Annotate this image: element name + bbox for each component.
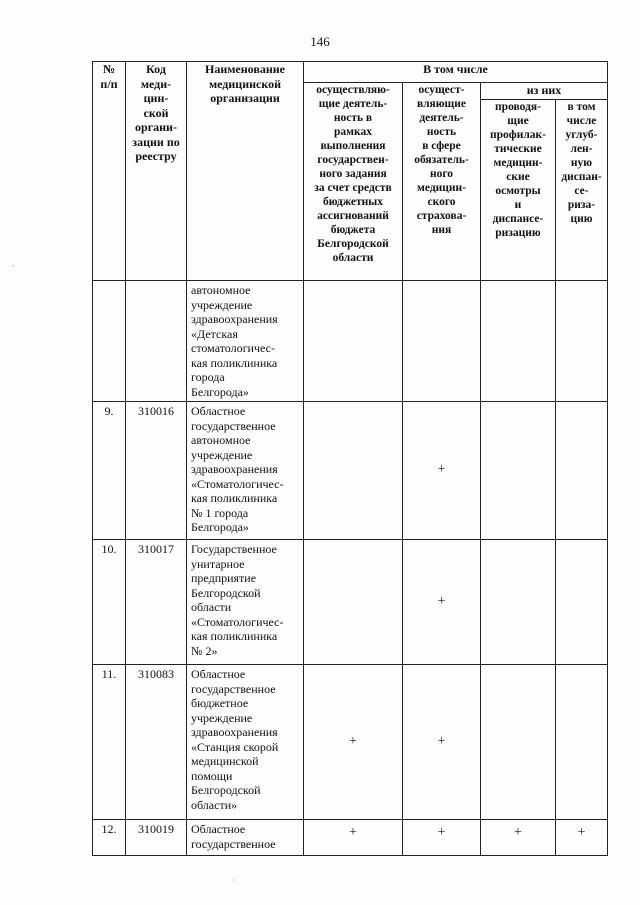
organizations-table [92, 61, 608, 856]
text-line: Белгорода» [191, 520, 249, 534]
row-budget-mark [304, 540, 403, 665]
row-code: 310019 [126, 820, 187, 856]
text-line: автономное [191, 433, 251, 447]
text-line: ской [143, 105, 169, 120]
row-prof-mark [481, 665, 556, 820]
row-num: 12. [93, 820, 126, 856]
text-line: автономное [191, 283, 251, 297]
row-budget-mark [304, 281, 403, 402]
text-line: осмотры [495, 185, 541, 197]
row-code [126, 281, 187, 402]
header-oms [403, 83, 481, 281]
text-line: п/п [100, 76, 118, 91]
text-line: профилак- [489, 129, 546, 141]
text-line: Белгорода» [191, 384, 249, 399]
text-line: проводя- [495, 101, 541, 113]
text-line: бюджета [330, 224, 376, 236]
text-line: государственное [191, 836, 276, 851]
text-line: в сфере [422, 140, 461, 152]
text-line: в том [567, 101, 596, 113]
text-line: Государственное [191, 542, 277, 556]
text-line: ного задания [319, 168, 387, 180]
text-line: медицинской [191, 754, 259, 768]
table-row [93, 820, 608, 856]
table-row [93, 540, 608, 665]
text-line: меди- [140, 76, 172, 91]
header-deep [556, 100, 608, 281]
row-prof-mark [481, 540, 556, 665]
header-group: В том числе [304, 62, 608, 83]
text-line: № [102, 62, 116, 76]
text-line: се- [574, 185, 589, 197]
row-deep-mark [556, 281, 608, 402]
text-line: выполнения [320, 140, 386, 152]
text-line: ного [429, 168, 454, 180]
row-name [187, 665, 304, 820]
text-line: тические [494, 143, 542, 155]
text-line: области» [191, 797, 238, 812]
text-line: бюджетных [323, 196, 383, 208]
text-line: Белгородской [191, 585, 261, 600]
text-line: учреждение [191, 447, 253, 462]
header-prof [481, 100, 556, 281]
row-code: 310083 [126, 665, 187, 820]
header-code [126, 62, 187, 281]
text-line: Областное [191, 822, 246, 836]
text-line: числе [566, 115, 597, 127]
text-line: углуб- [565, 129, 598, 141]
text-line: кая поликлиника [191, 491, 278, 505]
text-line: и [514, 199, 522, 211]
table-row [93, 402, 608, 540]
text-line: ассигнований [317, 210, 389, 222]
text-line: Белгородской [191, 783, 261, 797]
text-line: бюджетное [191, 696, 249, 710]
text-line: деятель- [419, 112, 464, 124]
text-line: ские [506, 171, 530, 183]
text-line: ную [570, 157, 593, 169]
row-deep-mark: + [556, 820, 608, 856]
text-line: вляющие [417, 98, 466, 110]
text-line: медицин- [417, 182, 466, 194]
text-line: цию [570, 213, 593, 225]
row-name [187, 281, 304, 402]
row-budget-mark [304, 402, 403, 540]
row-deep-mark [556, 540, 608, 665]
text-line: щие [507, 115, 529, 127]
row-code: 310016 [126, 402, 187, 540]
text-line: стоматологичес- [191, 341, 275, 355]
table-row [93, 281, 608, 402]
text-line: № 2» [191, 643, 218, 658]
text-line: ность [426, 126, 457, 138]
text-line: осущест- [418, 84, 465, 96]
text-line: органи- [135, 120, 177, 134]
text-line: страхова- [416, 210, 467, 222]
text-line: за счет средств [314, 182, 392, 194]
text-line: осуществляю- [316, 84, 390, 96]
text-line: «Детская [191, 326, 238, 341]
text-line: Областное [191, 667, 246, 681]
text-line: кая поликлиника [191, 355, 278, 370]
text-line: № 1 города [191, 505, 249, 520]
text-line: государственное [191, 418, 276, 433]
scan-speck: · [232, 876, 235, 885]
row-budget-mark: + [304, 820, 403, 856]
row-num: 10. [93, 540, 126, 665]
row-name [187, 540, 304, 665]
row-oms-mark: + [403, 540, 481, 665]
row-prof-mark [481, 281, 556, 402]
row-name [187, 402, 304, 540]
text-line: щие деятель- [318, 98, 388, 110]
text-line: области [332, 252, 374, 264]
text-line: ризацию [495, 227, 541, 239]
row-code: 310017 [126, 540, 187, 665]
row-num: 9. [93, 402, 126, 540]
table-row [93, 665, 608, 820]
row-prof-mark: + [481, 820, 556, 856]
text-line: обязатель- [414, 154, 469, 166]
text-line: рамках [334, 126, 372, 138]
text-line: Областное [191, 404, 246, 418]
row-oms-mark [403, 281, 481, 402]
header-num [93, 62, 126, 281]
text-line: здравоохранения [191, 725, 278, 739]
row-oms-mark: + [403, 402, 481, 540]
text-line: реестру [135, 149, 177, 163]
text-line: Код [146, 62, 166, 76]
text-line: учреждение [191, 297, 253, 312]
text-line: области [191, 600, 232, 614]
header-name [187, 62, 304, 281]
text-line: организации [210, 91, 280, 105]
text-line: предприятие [191, 571, 257, 585]
text-line: государствен- [317, 154, 389, 166]
text-line: «Стоматологичес- [191, 614, 284, 629]
scan-speck: · [12, 262, 15, 271]
text-line: государственное [191, 681, 276, 696]
text-line: «Стоматологичес- [191, 476, 284, 491]
text-line: здравоохранения [191, 312, 278, 326]
text-line: унитарное [191, 556, 245, 571]
row-oms-mark: + [403, 820, 481, 856]
text-line: лен- [570, 143, 593, 155]
text-line: города [191, 370, 225, 384]
row-name [187, 820, 304, 856]
row-oms-mark: + [403, 665, 481, 820]
text-line: учреждение [191, 710, 253, 725]
text-line: ность в [333, 112, 373, 124]
text-line: медицин- [493, 157, 543, 169]
text-line: цин- [143, 91, 169, 105]
text-line: медицинской [208, 76, 282, 91]
text-line: здравоохранения [191, 462, 278, 476]
header-budget [304, 83, 403, 281]
row-budget-mark: + [304, 665, 403, 820]
text-line: диспансе- [492, 213, 544, 225]
text-line: ского [427, 196, 456, 208]
row-prof-mark [481, 402, 556, 540]
text-line: риза- [567, 199, 596, 211]
text-line: «Станция скорой [191, 739, 279, 754]
row-num [93, 281, 126, 402]
header-subgroup: из них [481, 83, 608, 100]
row-deep-mark [556, 402, 608, 540]
text-line: Белгородской [317, 238, 389, 250]
row-deep-mark [556, 665, 608, 820]
page-number: 146 [310, 34, 330, 49]
row-num: 11. [93, 665, 126, 820]
text-line: зации по [132, 134, 180, 149]
text-line: кая поликлиника [191, 629, 278, 643]
text-line: диспан- [561, 171, 602, 183]
text-line: Наименование [205, 62, 285, 76]
text-line: ния [431, 224, 452, 236]
text-line: помощи [191, 768, 233, 783]
